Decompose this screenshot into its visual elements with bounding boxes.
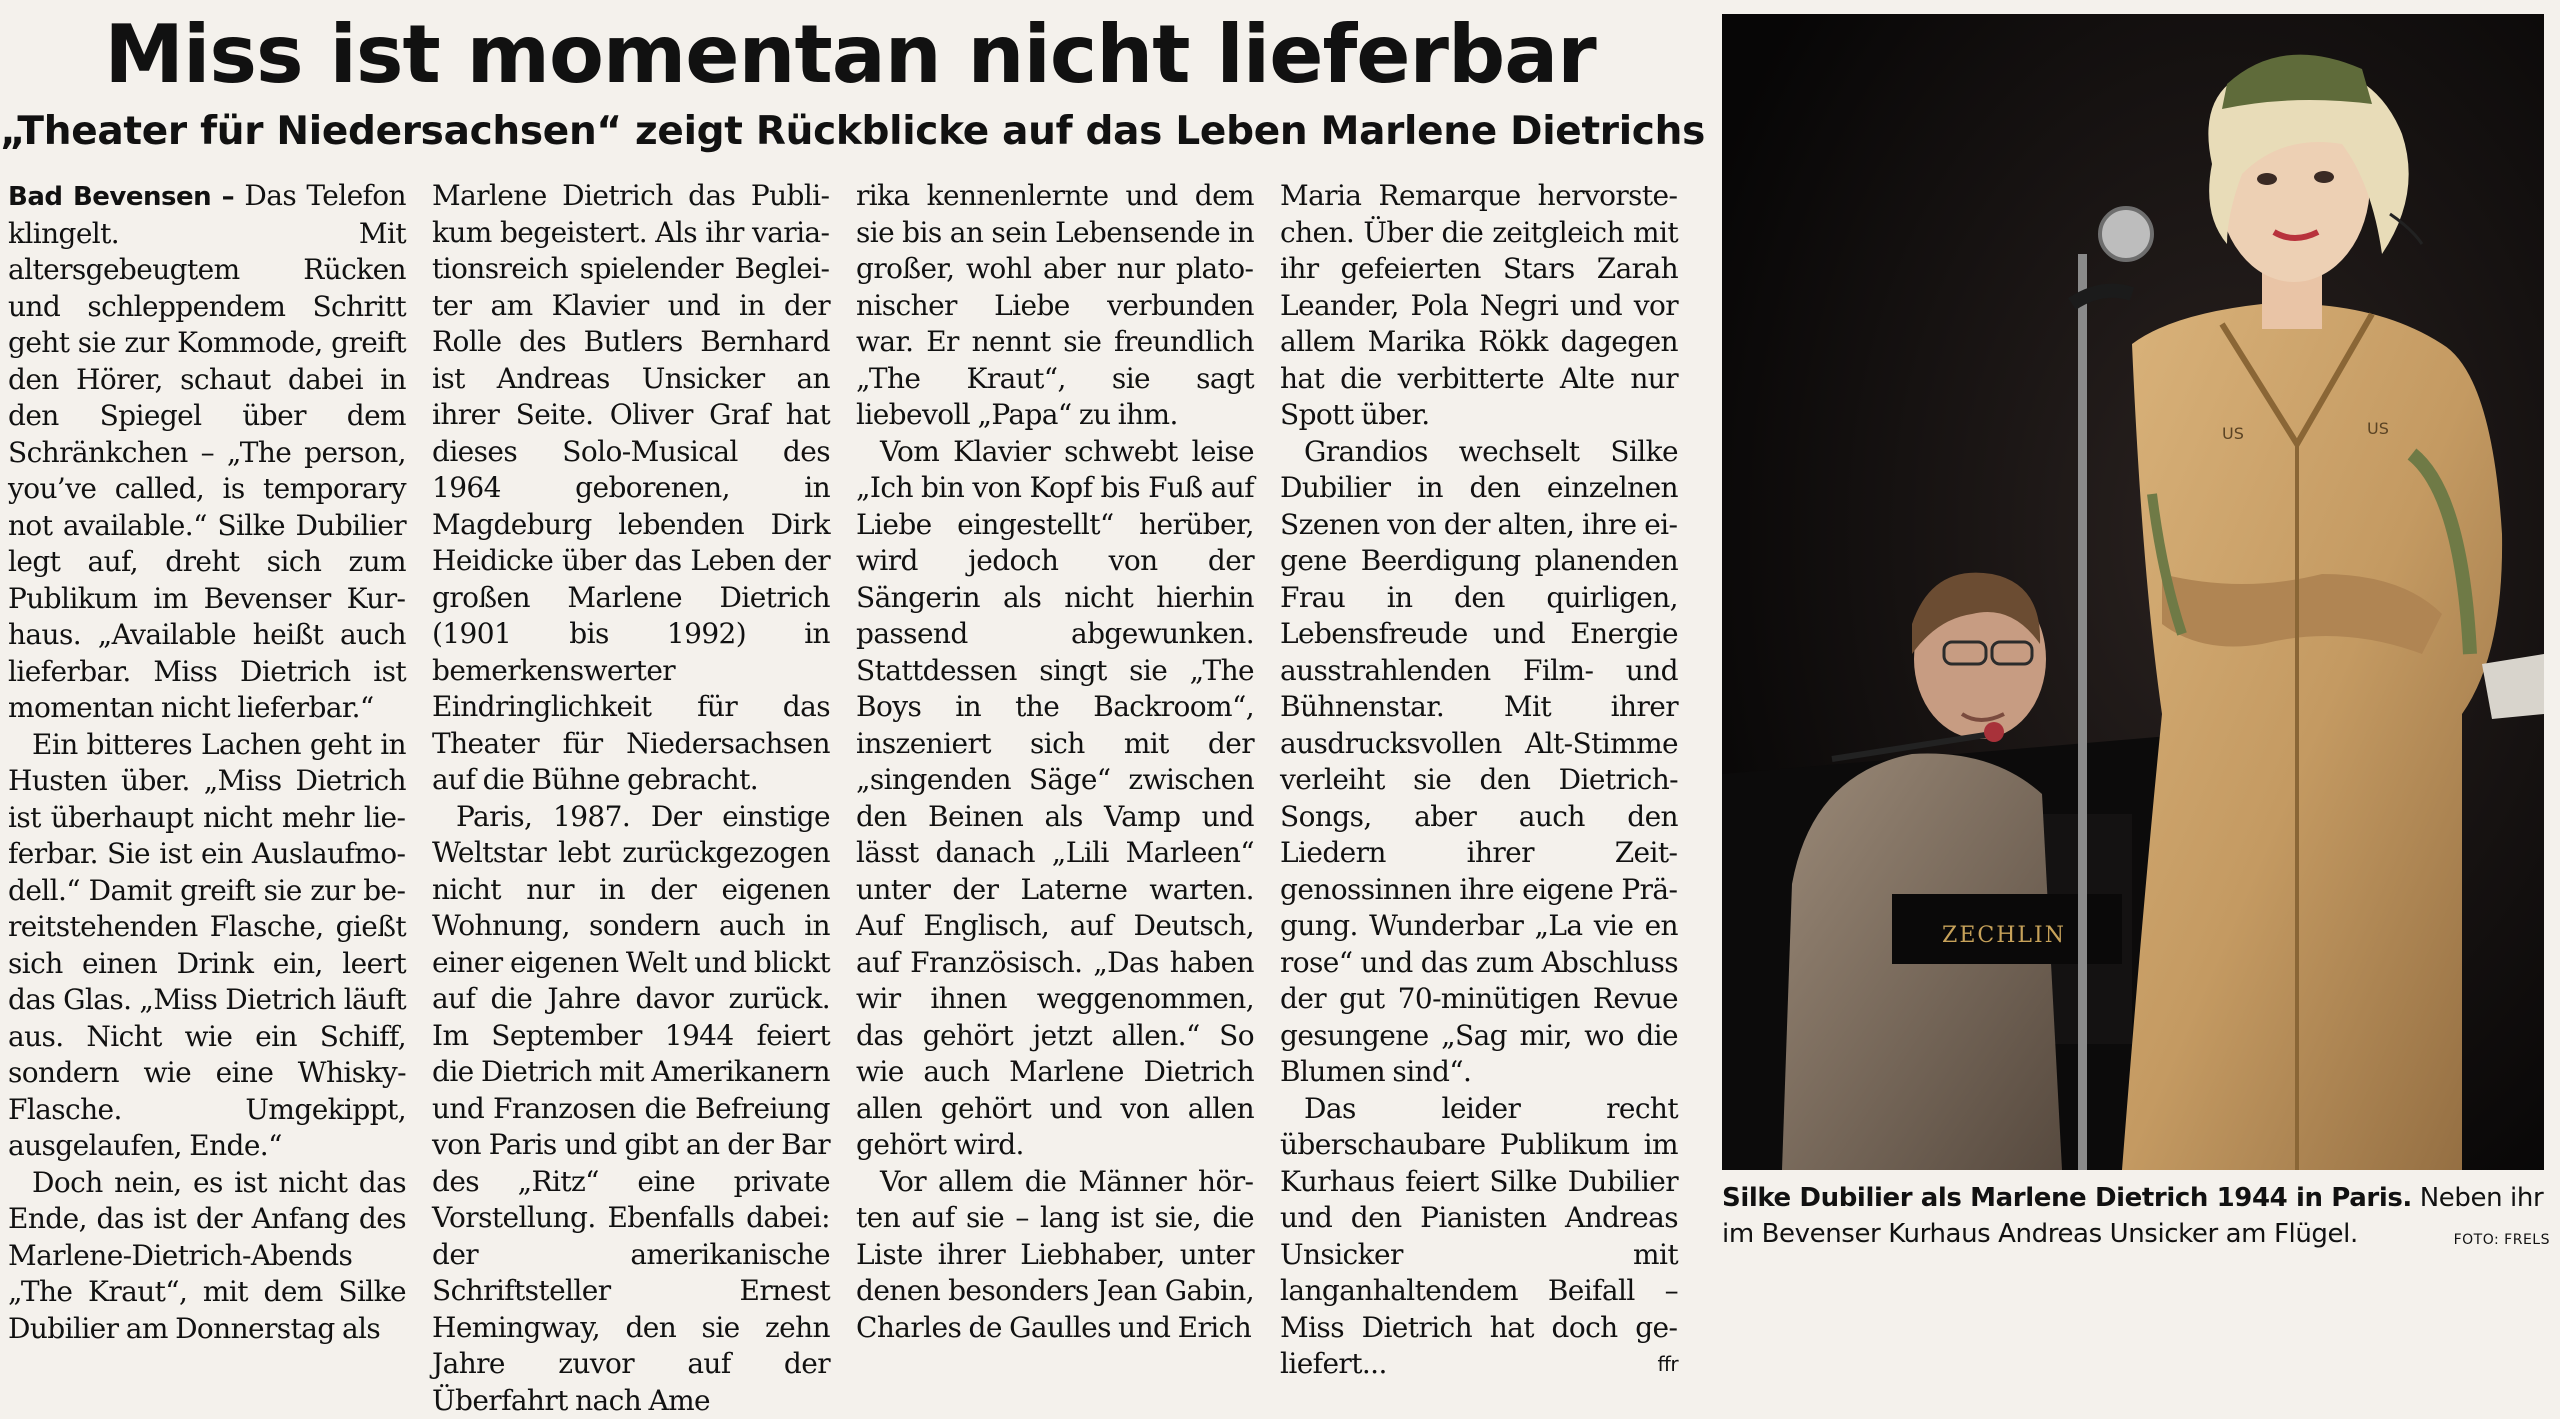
paragraph: Vor allem die Männer hörten auf sie – lang ist sie, die Liste ihrer Liebhaber, unter denen besonders Jean Gabin, Charles de Gaulles und Erich [856,1164,1254,1347]
piano-brand-label: ZECHLIN [1942,923,2066,948]
paragraph-text: Das Telefon klingelt. Mit altersgebeugtem Rücken und schleppendem Schritt geht sie zur Kommode, greift den Hörer, schaut dabei in den Spiegel über dem Schränkchen – „The person, you’ve called, is temporary not available.“ Silke Dubilier legt auf, dreht sich zum Publikum im Bevenser Kurhaus. „Available heißt auch lieferbar. Miss Dietrich ist momentan nicht lieferbar.“ [8,179,406,724]
paragraph: Doch nein, es ist nicht das Ende, das ist der Anfang des Marlene-Dietrich-Abends „The Kraut“, mit dem Silke Dubilier am Donnerstag als [8,1165,406,1348]
paragraph: Grandios wechselt Silke Dubilier in den einzelnen Szenen von der alten, ihre eigene Beerdigung planenden Frau in den quirligen, Lebensfreude und Energie ausstrahlenden Film- und Bühnenstar. Mit ihrer ausdrucksvollen Alt-Stimme verleiht sie den Dietrich-Songs, aber auch den Liedern ihrer Zeitgenossinnen ihre eigene Prägung. Wunderbar „La vie en rose“ und das zum Abschluss der gut 70-minütigen Revue gesungene „Sag mir, wo die Blumen sind“. [1280,434,1678,1091]
caption-bold: Silke Dubilier als Marlene Dietrich 1944 in Paris. [1722,1183,2412,1213]
paragraph: Marlene Dietrich das Publikum begeistert. Als ihr variationsreich spielender Begleiter am Klavier und in der Rolle des Butlers Bernhard ist Andreas Unsicker an ihrer Seite. Oliver Graf hat dieses Solo-Musical des 1964 geborenen, in Magdeburg lebenden Dirk Heidicke über das Leben der großen Marlene Dietrich (1901 bis 1992) in bemerkenswerter Eindringlichkeit für das Theater für Niedersachsen auf die Bühne gebracht. [432,178,830,799]
paragraph: Maria Remarque hervorstechen. Über die zeitgleich mit ihr gefeierten Stars Zarah Leander, Pola Negri und vor allem Marika Rökk dagegen hat die verbitterte Alte nur Spott über. [1280,178,1678,434]
insignia-right: US [2367,419,2389,438]
dateline: Bad Bevensen – [8,182,234,212]
paragraph: Ein bitteres Lachen geht in Husten über. „Miss Dietrich ist überhaupt nicht mehr lieferbar. Sie ist ein Auslaufmodell.“ Damit greift sie zur bereitstehenden Flasche, gießt sich einen Drink ein, leert das Glas. „Miss Dietrich läuft aus. Nicht wie ein Schiff, sondern wie eine Whisky-Flasche. Umgekippt, ausgelaufen, Ende.“ [8,727,406,1165]
text-column-4 [1280,178,1678,1258]
article-photo [1722,14,2544,1170]
paragraph [8,178,406,727]
photo-credit: FOTO: FRELS [2454,1232,2550,1248]
caption-text: Neben ihr im Bevenser Kurhaus Andreas Unsicker am Flügel. [1722,1183,2543,1249]
paragraph-text: Das leider recht überschaubare Publikum im Kurhaus feiert Silke Dubilier und den Pianisten Andreas Unsicker mit langanhaltendem Beifall – Miss Dietrich hat doch geliefert... [1280,1092,1678,1381]
article-subheadline: „Theater für Niedersachsen“ zeigt Rückblicke auf das Leben Marlene Dietrichs [0,104,1700,160]
text-column-2 [432,178,830,1258]
paragraph: rika kennenlernte und dem sie bis an sein Lebensende in großer, wohl aber nur platonischer Liebe verbunden war. Er nennt sie freundlich „The Kraut“, sie sagt liebevoll „Papa“ zu ihm. [856,178,1254,434]
text-column-1 [8,178,406,1258]
text-column-3 [856,178,1254,1258]
article-body [8,178,1680,1258]
author-initials: ffr [1633,1346,1678,1383]
stage-scene-illustration [1722,14,2544,1170]
photo-caption [1722,1180,2558,1252]
article-headline: Miss ist momentan nicht lieferbar [0,6,1700,104]
insignia-left: US [2222,424,2244,443]
paragraph: Vom Klavier schwebt leise „Ich bin von Kopf bis Fuß auf Liebe eingestellt“ herüber, wird jedoch von der Sängerin als nicht hierhin passend abgewunken. Stattdessen singt sie „The Boys in the Backroom“, inszeniert sich mit der „singenden Säge“ zwischen den Beinen als Vamp und lässt danach „Lili Marleen“ unter der Laterne warten. Auf Englisch, auf Deutsch, auf Französisch. „Das haben wir ihnen weggenommen, das gehört jetzt allen.“ So wie auch Marlene Dietrich allen gehört und von allen gehört wird. [856,434,1254,1164]
paragraph [1280,1091,1678,1383]
paragraph: Paris, 1987. Der einstige Weltstar lebt zurückgezogen nicht nur in der eigenen Wohnung, sondern auch in einer eigenen Welt und blickt auf die Jahre davor zurück. Im September 1944 feiert die Dietrich mit Amerikanern und Franzosen die Befreiung von Paris und gibt an der Bar des „Ritz“ eine private Vorstellung. Ebenfalls dabei: der amerikanische Schriftsteller Ernest Hemingway, den sie zehn Jahre zuvor auf der Überfahrt nach Ame [432,799,830,1419]
